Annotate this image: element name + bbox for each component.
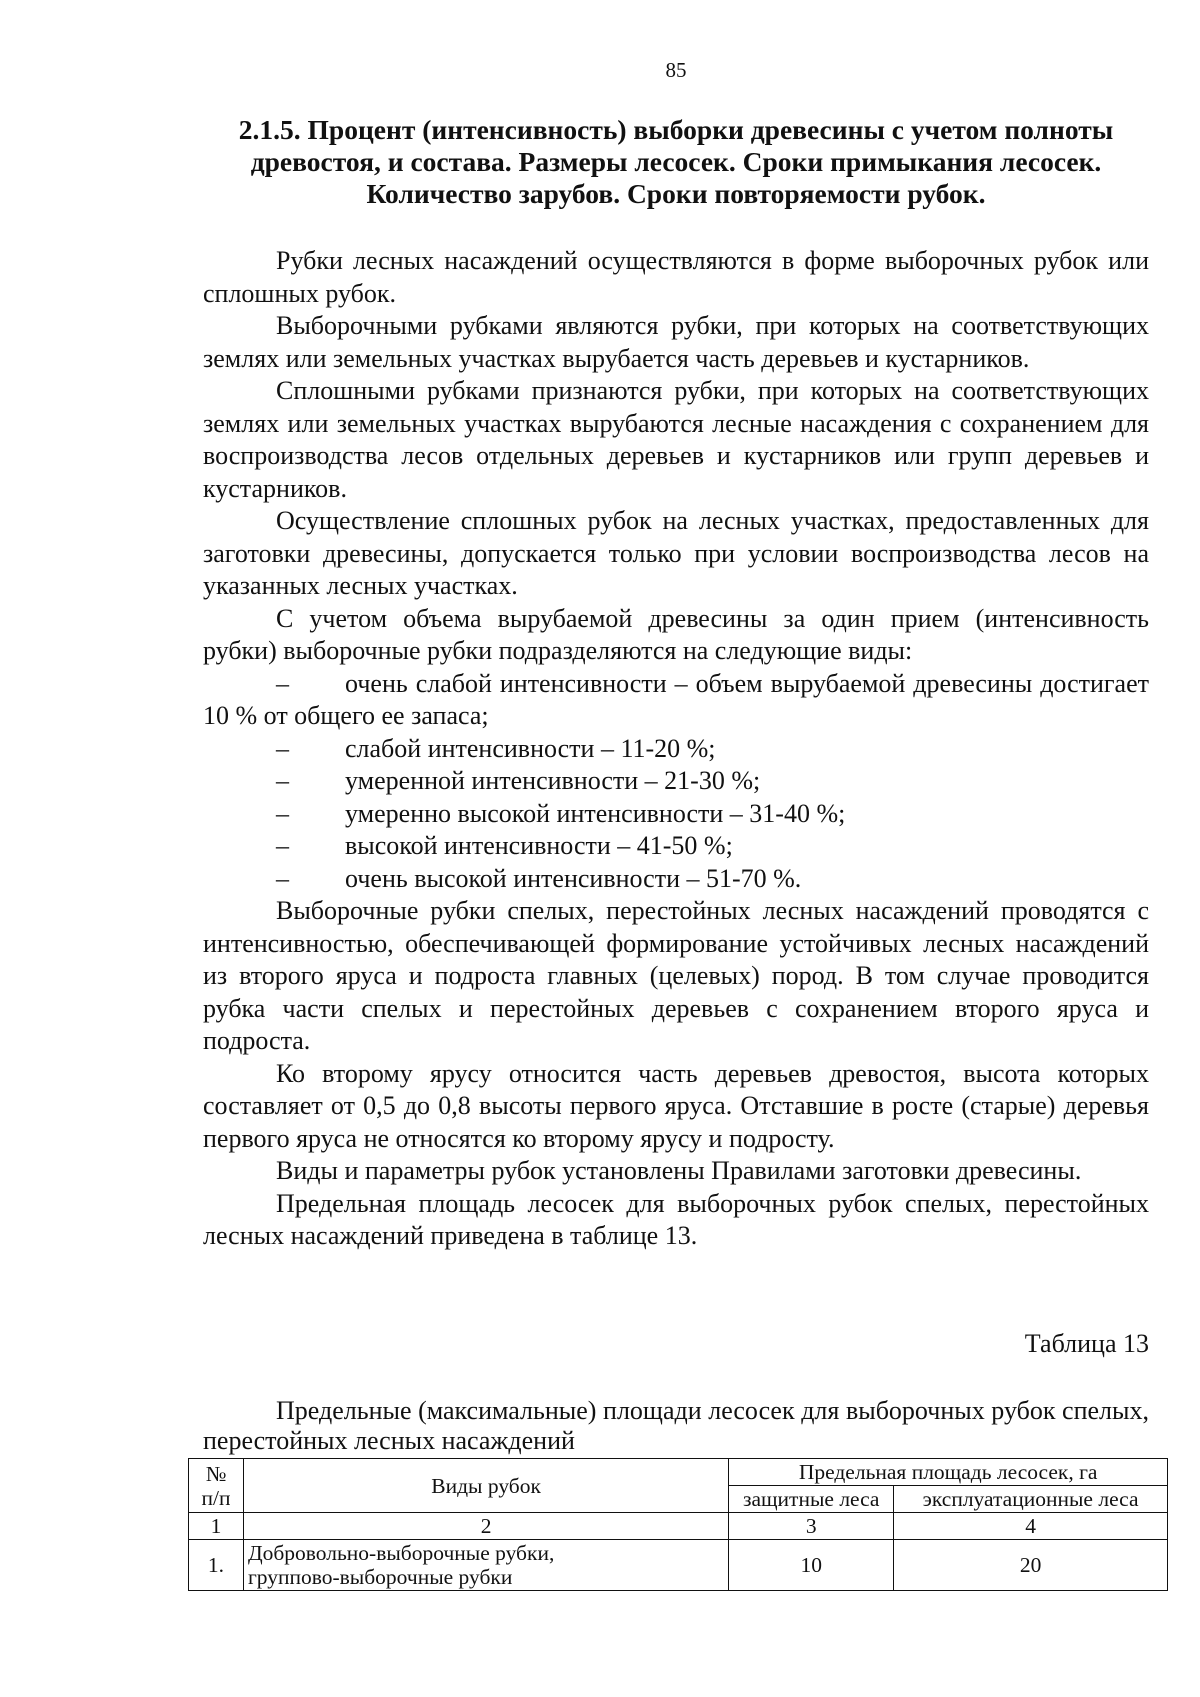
dash-marker: – bbox=[276, 831, 289, 860]
table-row bbox=[189, 1540, 1168, 1591]
row-kind: Добровольно-выборочные рубки, группово-выборочные рубки bbox=[243, 1540, 728, 1591]
header-kind: Виды рубок bbox=[243, 1459, 728, 1513]
paragraph: С учетом объема вырубаемой древесины за один прием (интенсивность рубки) выборочные рубки подразделяются на следующие виды: bbox=[203, 603, 1149, 665]
row-num: 1. bbox=[189, 1540, 244, 1591]
list-item bbox=[203, 668, 1149, 733]
dash-marker: – bbox=[276, 798, 289, 828]
list-item bbox=[203, 798, 1149, 831]
list-item-text: очень слабой интенсивности – объем вырубаемой древесины достигает 10 % от общего ее запаса; bbox=[203, 668, 1149, 730]
paragraph: Выборочными рубками являются рубки, при которых на соответствующих землях или земельных участках вырубается часть деревьев и кустарников. bbox=[203, 311, 1149, 373]
list-item-text: слабой интенсивности – 11-20 %; bbox=[345, 733, 716, 763]
paragraph: Осуществление сплошных рубок на лесных участках, предоставленных для заготовки древесины, допускается только при условии воспроизводства лесов на указанных лесных участках. bbox=[203, 506, 1149, 600]
table-caption: Предельные (максимальные) площади лесосек для выборочных рубок спелых, перестойных лесных насаждений bbox=[203, 1396, 1149, 1455]
column-number: 1 bbox=[189, 1513, 244, 1540]
column-number: 3 bbox=[729, 1513, 894, 1540]
data-table bbox=[188, 1458, 1168, 1591]
header-protective: защитные леса bbox=[729, 1486, 894, 1513]
list-item-text: высокой интенсивности – 41-50 %; bbox=[345, 831, 733, 860]
table-label: Таблица 13 bbox=[1024, 1329, 1149, 1358]
table-header-row bbox=[189, 1459, 1168, 1486]
paragraph: Сплошными рубками признаются рубки, при которых на соответствующих землях или земельных участках вырубаются лесные насаждения с сохранением для воспроизводства лесов отдельных деревьев и кустарников или групп деревьев и кустарников. bbox=[203, 376, 1149, 503]
column-number: 4 bbox=[894, 1513, 1168, 1540]
paragraph: Предельная площадь лесосек для выборочных рубок спелых, перестойных лесных насаждений приведена в таблице 13. bbox=[203, 1188, 1149, 1250]
list-item bbox=[203, 765, 1149, 798]
list-item-text: очень высокой интенсивности – 51-70 %. bbox=[345, 863, 802, 893]
paragraph: Выборочные рубки спелых, перестойных лесных насаждений проводятся с интенсивностью, обеспечивающей формирование устойчивых лесных насаждений из второго яруса и подроста главных (целевых) пород. В том случае проводится рубка части спелых и перестойных деревьев с сохранением второго яруса и подроста. bbox=[203, 896, 1149, 1055]
header-exploitation: эксплуатационные леса bbox=[894, 1486, 1168, 1513]
dash-marker: – bbox=[276, 668, 289, 698]
dash-marker: – bbox=[276, 733, 289, 763]
list-item bbox=[203, 863, 1149, 896]
column-number: 2 bbox=[243, 1513, 728, 1540]
dash-marker: – bbox=[276, 863, 289, 893]
list-item bbox=[203, 830, 1149, 863]
row-protective: 10 bbox=[729, 1540, 894, 1591]
body-text bbox=[203, 245, 1149, 1253]
list-item-text: умеренно высокой интенсивности – 31-40 %; bbox=[345, 798, 846, 828]
row-exploitation: 20 bbox=[894, 1540, 1168, 1591]
dash-marker: – bbox=[276, 766, 289, 795]
column-number-row bbox=[189, 1513, 1168, 1540]
paragraph: Рубки лесных насаждений осуществляются в форме выборочных рубок или сплошных рубок. bbox=[203, 246, 1149, 308]
list-item-text: умеренной интенсивности – 21-30 %; bbox=[345, 766, 761, 795]
header-num: № п/п bbox=[189, 1459, 244, 1513]
section-title: 2.1.5. Процент (интенсивность) выборки древесины с учетом полноты древостоя, и состава. Размеры лесосек. Сроки примыкания лесосек. Количество зарубов. Сроки повторяемости рубок. bbox=[238, 114, 1114, 209]
header-area-group: Предельная площадь лесосек, га bbox=[729, 1459, 1168, 1486]
paragraph: Ко второму ярусу относится часть деревьев древостоя, высота которых составляет от 0,5 до 0,8 высоты первого яруса. Отставшие в росте (старые) деревья первого яруса не относятся ко второму ярусу и подросту. bbox=[203, 1058, 1149, 1153]
page-number: 85 bbox=[665, 58, 687, 82]
list-item bbox=[203, 733, 1149, 766]
paragraph: Виды и параметры рубок установлены Правилами заготовки древесины. bbox=[276, 1156, 1082, 1185]
